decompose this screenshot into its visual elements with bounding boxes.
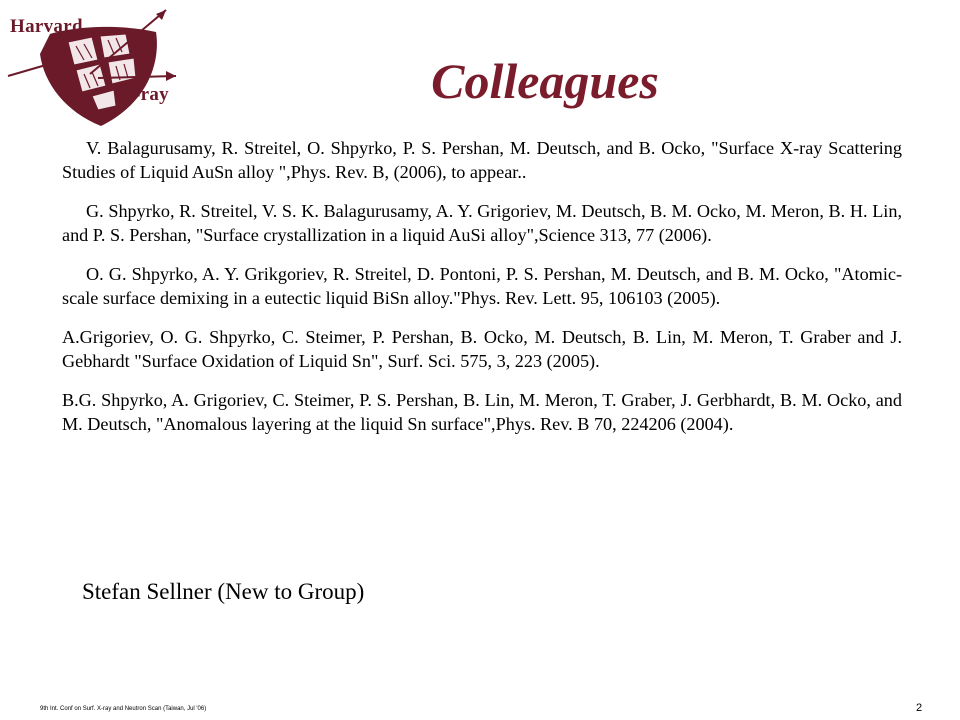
reference-item: V. Balagurusamy, R. Streitel, O. Shpyrko, P. S. Pershan, M. Deutsch, and B. Ocko, "Surface X-ray Scattering Studies of Liquid AuSn alloy ",Phys. Rev. B, (2006), to appear.. bbox=[62, 138, 902, 182]
logo-harvard-text: Harvard bbox=[10, 16, 83, 37]
page-number: 2 bbox=[916, 702, 923, 714]
reference-item: A.Grigoriev, O. G. Shpyrko, C. Steimer, P. Pershan, B. Ocko, M. Deutsch, B. Lin, M. Meron, T. Graber and J. Gebhardt "Surface Oxidation of Liquid Sn", Surf. Sci. 575, 3, 223 (2005). bbox=[62, 327, 902, 371]
new-member-note: Stefan Sellner (New to Group) bbox=[82, 579, 365, 604]
reference-item: B.G. Shpyrko, A. Grigoriev, C. Steimer, P. S. Pershan, B. Lin, M. Meron, T. Graber, J. Gerbhardt, B. M. Ocko, and M. Deutsch, "Anomalous layering at the liquid Sn surface",Phys. Rev. B 70, 224206 (2004). bbox=[62, 390, 902, 434]
reference-item: O. G. Shpyrko, A. Y. Grikgoriev, R. Streitel, D. Pontoni, P. S. Pershan, M. Deutsch, and B. M. Ocko, "Atomic-scale surface demixing in a eutectic liquid BiSn alloy."Phys. Rev. Lett. 95, 106103 (2005). bbox=[62, 264, 902, 308]
reference-item: G. Shpyrko, R. Streitel, V. S. K. Balagurusamy, A. Y. Grigoriev, M. Deutsch, B. M. Ocko, M. Meron, B. H. Lin, and P. S. Pershan, "Surface crystallization in a liquid AuSi alloy",Science 313, 77 (2006). bbox=[62, 201, 902, 245]
harvard-xray-logo bbox=[6, 4, 196, 134]
conference-footer: 9th Int. Conf on Surf. X-ray and Neutron Scan (Taiwan, Jul '06) bbox=[40, 706, 207, 712]
reference-list bbox=[62, 136, 902, 451]
logo-xray-text: X-ray bbox=[120, 84, 169, 105]
slide-title: Colleagues bbox=[431, 53, 659, 109]
